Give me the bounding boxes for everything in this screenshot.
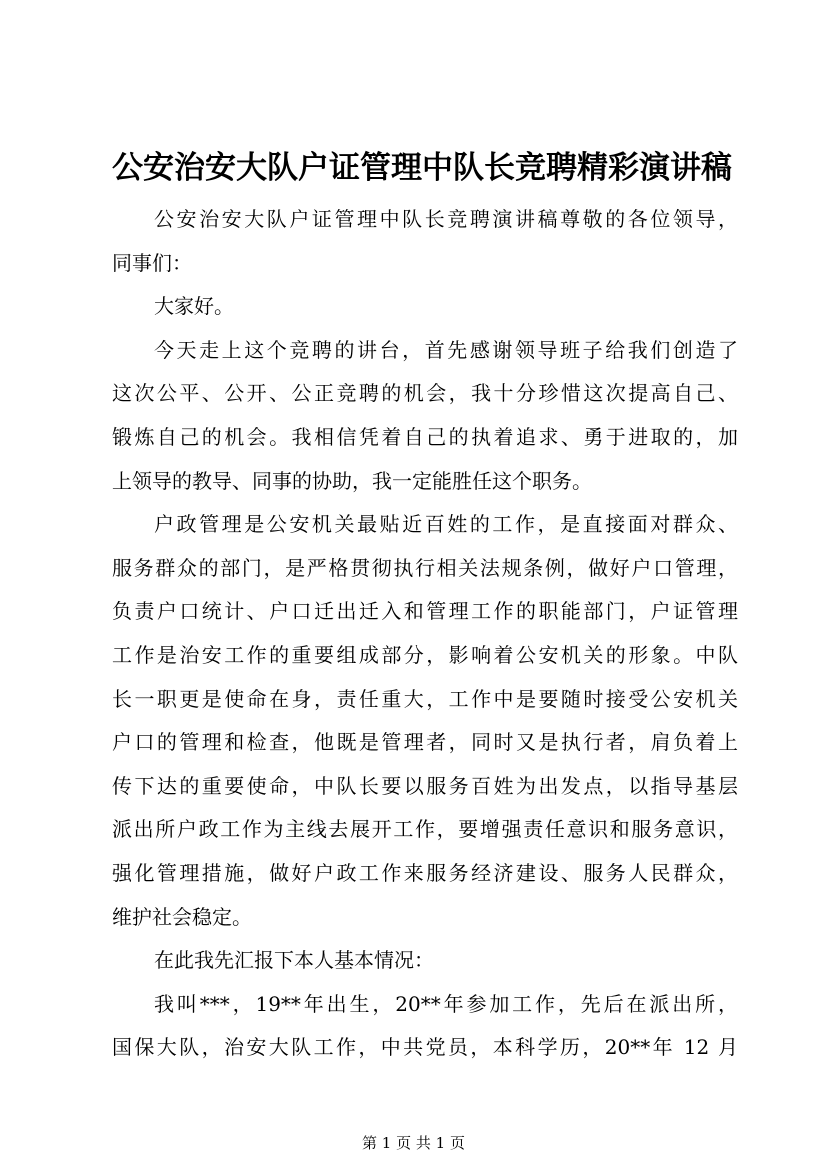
paragraph-line: 户政管理是公安机关最贴近百姓的工作，是直接面对群众、	[154, 512, 738, 537]
paragraph-line: 服务群众的部门，是严格贯彻执行相关法规条例，做好户口管理，	[112, 555, 738, 580]
paragraph-line: 派出所户政工作为主线去展开工作，要增强责任意识和服务意识，	[112, 817, 738, 842]
paragraph-line: 我叫***，19**年出生，20**年参加工作，先后在派出所，	[154, 991, 738, 1016]
paragraph-line: 传下达的重要使命，中队长要以服务百姓为出发点，以指导基层	[112, 773, 738, 798]
paragraph-line: 工作是治安工作的重要组成部分，影响着公安机关的形象。中队	[112, 642, 738, 667]
paragraph-line: 公安治安大队户证管理中队长竞聘演讲稿尊敬的各位领导，	[154, 207, 738, 231]
paragraph-line: 负责户口统计、户口迁出迁入和管理工作的职能部门，户证管理	[112, 599, 738, 624]
paragraph-line: 大家好。	[154, 294, 234, 319]
paragraph-line: 国保大队，治安大队工作，中共党员，本科学历，20**年 12 月	[112, 1035, 738, 1060]
document-title: 公安治安大队户证管理中队长竞聘精彩演讲稿	[112, 150, 732, 186]
paragraph-line: 上领导的教导、同事的协助，我一定能胜任这个职务。	[112, 468, 592, 493]
paragraph-line: 今天走上这个竞聘的讲台，首先感谢领导班子给我们创造了	[154, 337, 738, 362]
paragraph-line: 同事们：	[112, 250, 192, 275]
paragraph-line: 锻炼自己的机会。我相信凭着自己的执着追求、勇于进取的，加	[112, 424, 738, 449]
paragraph-line: 户口的管理和检查，他既是管理者，同时又是执行者，肩负着上	[112, 730, 738, 755]
paragraph-line: 在此我先汇报下本人基本情况：	[154, 948, 434, 973]
paragraph-line: 维护社会稳定。	[112, 904, 252, 929]
paragraph-line: 长一职更是使命在身，责任重大，工作中是要随时接受公安机关	[112, 686, 738, 711]
page-footer: 第 1 页 共 1 页	[362, 1134, 465, 1152]
paragraph-line: 强化管理措施，做好户政工作来服务经济建设、服务人民群众，	[112, 860, 738, 885]
paragraph-line: 这次公平、公开、公正竞聘的机会，我十分珍惜这次提高自己、	[112, 381, 738, 406]
document-body	[112, 198, 738, 1070]
